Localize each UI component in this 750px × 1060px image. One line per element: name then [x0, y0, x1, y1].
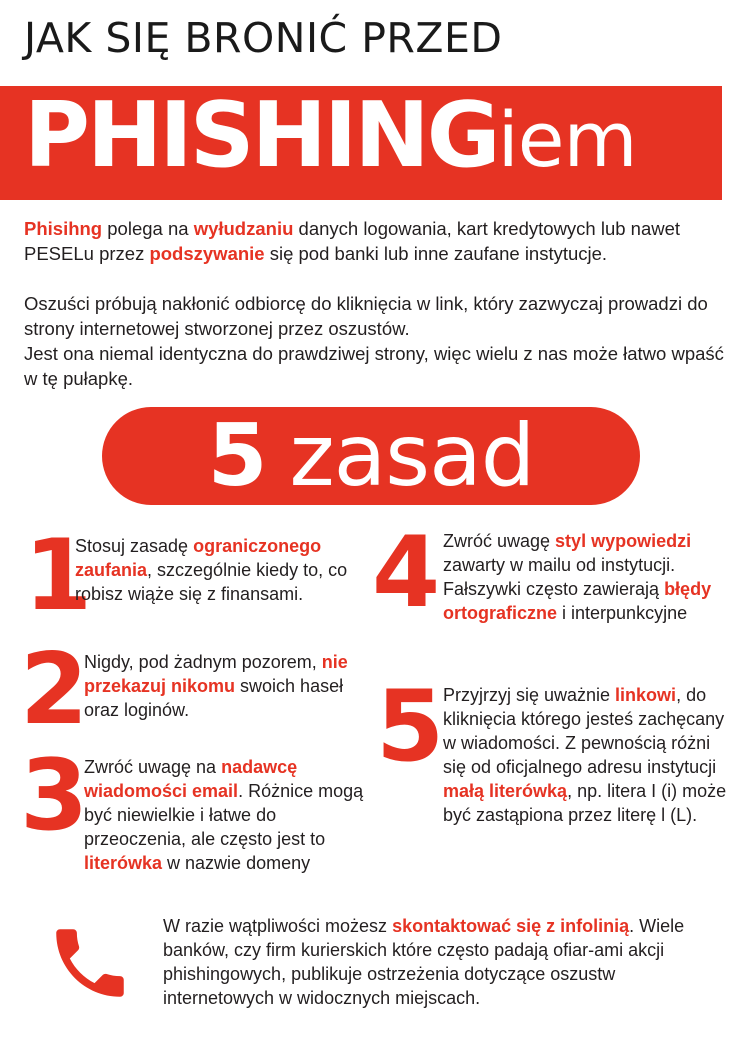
rule-highlight: literówka — [84, 853, 163, 873]
rule-text-3 — [84, 755, 364, 875]
banner-title-bold: PHISHING — [24, 86, 498, 188]
pill-word: zasad — [289, 406, 535, 506]
rule-number-2: 2 — [20, 633, 89, 747]
rule-number-1: 1 — [24, 519, 93, 633]
five-rules-pill — [102, 407, 640, 505]
footer-highlight: skontaktować się z infolinią — [392, 916, 630, 936]
rule-text-span: i interpunkcyjne — [557, 603, 688, 623]
rule-text-span: w nazwie domeny — [162, 853, 311, 873]
highlight-podszywanie: podszywanie — [149, 243, 265, 264]
rule-highlight: ograniczonego zaufania — [75, 536, 322, 580]
rule-highlight: linkowi — [615, 685, 677, 705]
rule-text-5 — [443, 683, 733, 827]
rule-highlight: nie przekazuj nikomu — [84, 652, 348, 696]
banner-title-suffix: iem — [497, 95, 637, 184]
intro-text-span: polega na — [102, 218, 194, 239]
rule-text-1 — [75, 534, 360, 606]
intro-text-span: danych logowania, kart kredytowych lub nawet PESELu przez — [24, 218, 681, 264]
rule-number-4: 4 — [372, 516, 441, 630]
rule-text-span: zawarty w mailu od instytucji. Fałszywki często zawierają — [443, 555, 676, 599]
poster-title-top: JAK SIĘ BRONIĆ PRZED — [24, 14, 503, 62]
rule-text-span: , szczególnie kiedy to, co robisz wiąże się z finansami. — [75, 560, 348, 604]
rule-text-span: swoich haseł oraz loginów. — [84, 676, 344, 720]
intro-text-span: się pod banki lub inne zaufane instytucje. — [264, 243, 608, 264]
rule-text-2 — [84, 650, 359, 722]
rule-text-span: Przyjrzyj się uważnie — [443, 685, 616, 705]
rule-highlight: błędy ortograficzne — [443, 579, 712, 623]
banner-title — [24, 86, 637, 188]
highlight-wyludzaniu: wyłudzaniu — [193, 218, 294, 239]
footer-text-span: . Wiele banków, czy firm kurierskich które często padają ofiar-ami akcji phishingowych, publikuje ostrzeżenia dotyczące oszustw internetowych w widocznych miejscach. — [163, 916, 685, 1008]
intro-paragraph-1 — [24, 216, 724, 266]
intro-paragraph-3: Jest ona niemal identyczna do prawdziwej strony, więc wielu z nas może łatwo wpaść w tę pułapkę. — [24, 343, 724, 389]
rule-highlight: nadawcę wiadomości email — [84, 757, 298, 801]
footer-text-span: W razie wątpliwości możesz — [163, 916, 393, 936]
pill-number: 5 — [207, 406, 268, 506]
rule-number-3: 3 — [20, 739, 89, 853]
phone-icon — [45, 918, 135, 1008]
intro-text — [24, 216, 724, 391]
intro-paragraph-2: Oszuści próbują nakłonić odbiorcę do kliknięcia w link, który zazwyczaj prowadzi do strony internetowej stworzonej przez oszustów. — [24, 293, 708, 339]
rule-text-span: Stosuj zasadę — [75, 536, 194, 556]
rule-text-span: Nigdy, pod żadnym pozorem, — [84, 652, 322, 672]
highlight-phishing: Phisihng — [24, 218, 103, 239]
footer-text — [163, 914, 723, 1010]
rule-highlight: małą literówką — [443, 781, 568, 801]
title-banner — [0, 86, 722, 200]
rule-text-span: Zwróć uwagę — [443, 531, 556, 551]
rule-text-span: , do kliknięcia którego jesteś zachęcany w wiadomości. Z pewnością różni się od oficjalnego adresu instytucji — [443, 685, 725, 777]
rule-text-4 — [443, 529, 728, 625]
rule-number-5: 5 — [376, 670, 445, 784]
rule-text-span: Zwróć uwagę na — [84, 757, 222, 777]
rule-highlight: styl wypowiedzi — [555, 531, 692, 551]
rule-text-span: . Różnice mogą być niewielkie i łatwe do przeoczenia, ale często jest to — [84, 781, 364, 849]
rule-text-span: , np. litera I (i) może być zastąpiona przez literę l (L). — [443, 781, 727, 825]
